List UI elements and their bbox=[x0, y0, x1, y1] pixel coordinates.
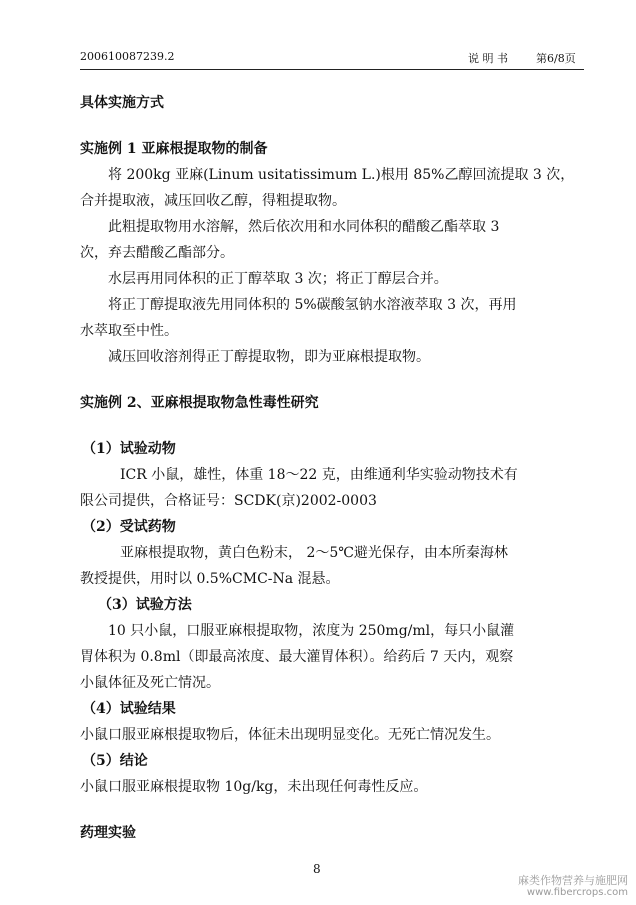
example1-line: 将 200kg 亚麻(Linum usitatissimum L.)根用 85%乙醇回流提取 3 次， bbox=[108, 167, 575, 183]
test-method-line: 胃体积为 0.8ml（即最高浓度、最大灌胃体积）。给药后 7 天内，观察 bbox=[80, 649, 514, 665]
conclusion-heading: （5）结论 bbox=[82, 753, 148, 769]
test-drug-line: 亚麻根提取物，黄白色粉末， 2～5℃避光保存，由本所秦海林 bbox=[120, 545, 508, 561]
test-animals-line: ICR 小鼠，雄性，体重 18～22 克，由维通利华实验动物技术有 bbox=[120, 467, 518, 483]
example1-line: 将正丁醇提取液先用同体积的 5%碳酸氢钠水溶液萃取 3 次，再用 bbox=[108, 297, 517, 313]
test-results-heading: （4）试验结果 bbox=[82, 701, 176, 717]
example1-line: 水萃取至中性。 bbox=[80, 323, 178, 339]
pharmacology-heading: 药理实验 bbox=[80, 825, 136, 841]
conclusion-line: 小鼠口服亚麻根提取物 10g/kg，未出现任何毒性反应。 bbox=[80, 779, 428, 795]
section-title: 具体实施方式 bbox=[80, 95, 164, 111]
example1-line: 合并提取液，减压回收乙醇，得粗提取物。 bbox=[80, 193, 346, 209]
example2-title: 实施例 2、亚麻根提取物急性毒性研究 bbox=[80, 395, 319, 411]
document-type: 说 明 书 bbox=[468, 52, 508, 65]
test-results-line: 小鼠口服亚麻根提取物后，体征未出现明显变化。无死亡情况发生。 bbox=[80, 727, 500, 743]
test-method-line: 10 只小鼠，口服亚麻根提取物，浓度为 250mg/ml，每只小鼠灌 bbox=[108, 623, 515, 639]
test-animals-heading: （1）试验动物 bbox=[82, 441, 176, 457]
test-drug-line: 教授提供，用时以 0.5%CMC-Na 混悬。 bbox=[80, 571, 340, 587]
document-number: 200610087239.2 bbox=[80, 50, 175, 63]
test-method-heading: （3）试验方法 bbox=[98, 597, 192, 613]
example1-title: 实施例 1 亚麻根提取物的制备 bbox=[80, 141, 268, 157]
example1-line: 水层再用同体积的正丁醇萃取 3 次；将正丁醇层合并。 bbox=[108, 271, 448, 287]
page-info: 第6/8页 bbox=[536, 52, 576, 65]
test-drug-heading: （2）受试药物 bbox=[82, 519, 176, 535]
page-number: 8 bbox=[313, 862, 321, 876]
example1-line: 次，弃去醋酸乙酯部分。 bbox=[80, 245, 234, 261]
test-method-line: 小鼠体征及死亡情况。 bbox=[80, 675, 220, 691]
header-rule bbox=[80, 69, 584, 70]
test-animals-line: 限公司提供，合格证号：SCDK(京)2002-0003 bbox=[80, 493, 377, 509]
watermark-title: 麻类作物营养与施肥网 bbox=[518, 874, 628, 887]
example1-line: 减压回收溶剂得正丁醇提取物，即为亚麻根提取物。 bbox=[108, 349, 430, 365]
watermark-url: www.fibercrops.com bbox=[526, 887, 628, 898]
example1-line: 此粗提取物用水溶解，然后依次用和水同体积的醋酸乙酯萃取 3 bbox=[108, 219, 500, 235]
